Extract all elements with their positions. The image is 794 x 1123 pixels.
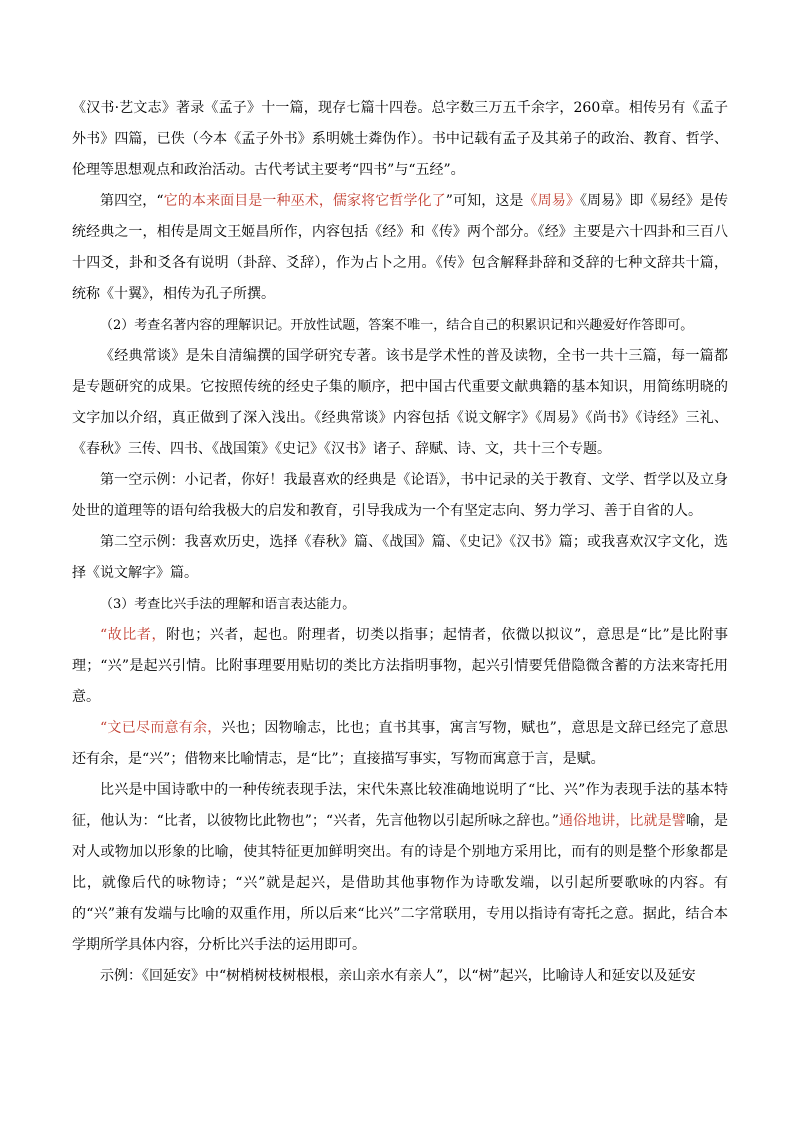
paragraph-text: 第一空示例：小记者，你好！我最喜欢的经典是《论语》，书中记录的关于教育、文学、哲学以及立身处世的道理等的语句给我极大的启发和教育，引导我成为一个有坚定志向、努力学习、善于自省的人。 (72, 472, 728, 519)
paragraph-p3 (72, 310, 728, 341)
paragraph-text: 《周易》即《易经》是传统经典之一，相传是周文王姬昌所作，内容包括《经》和《传》两个部分。《经》主要是六十四卦和三百八十四爻，卦和爻各有说明（卦辞、爻辞），作为占卜之用。《传》包含解释卦辞和爻辞的七种文辞共十篇，统称《十翼》，相传为孔子所撰。 (72, 193, 728, 302)
paragraph-p1 (72, 93, 728, 186)
paragraph-p10 (72, 775, 728, 961)
highlighted-text: “文已尽而意有余， (100, 720, 222, 736)
paragraph-p7 (72, 589, 728, 620)
highlighted-text: 它的本来面目是一种巫术，儒家将它哲学化了 (163, 193, 446, 209)
paragraph-p5 (72, 465, 728, 527)
paragraph-text: 第二空示例：我喜欢历史，选择《春秋》篇、《战国》篇、《史记》《汉书》篇；或我喜欢汉字文化，选择《说文解字》篇。 (72, 534, 728, 581)
paragraph-text: 兴也；因物喻志，比也；直书其事，寓言写物，赋也”，意思是文辞已经完了意思还有余，是“兴”；借物来比喻情志，是“比”；直接描写事实，写物而寓意于言，是赋。 (72, 720, 728, 767)
paragraph-text: 《经典常谈》是朱自清编撰的国学研究专著。该书是学术性的普及读物，全书一共十三篇，每一篇都是专题研究的成果。它按照传统的经史子集的顺序，把中国古代重要文献典籍的基本知识，用简练明晓的文字加以介绍，真正做到了深入浅出。《经典常谈》内容包括《说文解字》《周易》《尚书》《诗经》三礼、《春秋》三传、四书、《战国策》《史记》《汉书》诸子、辞赋、诗、文，共十三个专题。 (72, 348, 728, 457)
highlighted-text: “故比者， (100, 627, 167, 643)
paragraph-text: （3）考查比兴手法的理解和语言表达能力。 (100, 597, 356, 612)
document-body (72, 93, 728, 992)
paragraph-text: ”可知，这是 (445, 193, 524, 209)
paragraph-p6 (72, 527, 728, 589)
paragraph-text: （2）考查名著内容的理解识记。开放性试题，答案不唯一，结合自己的积累识记和兴趣爱好作答即可。 (100, 318, 694, 333)
highlighted-text: 《周易》 (523, 193, 580, 209)
paragraph-text: 《汉书·艺文志》著录《孟子》十一篇，现存七篇十四卷。总字数三万五千余字，260章。相传另有《孟子外书》四篇，已佚（今本《孟子外书》系明姚士粦伪作）。书中记载有孟子及其弟子的政治、教育、哲学、伦理等思想观点和政治活动。古代考试主要考“四书”与“五经”。 (72, 100, 728, 178)
paragraph-text: 比兴是中国诗歌中的一种传统表现手法，宋代朱熹比较准确地说明了“比、兴”作为表现手法的基本特征，他认为：“比者，以彼物比此物也”；“兴者，先言他物以引起所咏之辞也。” (72, 782, 728, 829)
paragraph-text: 第四空，“ (100, 193, 164, 209)
paragraph-text: 附也；兴者，起也。附理者，切类以指事；起情者，依微以拟议”，意思是“比”是比附事理；“兴”是起兴引情。比附事理要用贴切的类比方法指明事物，起兴引情要凭借隐微含蓄的方法来寄托用意。 (72, 627, 728, 705)
paragraph-p8 (72, 620, 728, 713)
paragraph-p11 (72, 961, 728, 992)
paragraph-p2 (72, 186, 728, 310)
paragraph-text: 示例：《回延安》中“树梢树枝树根根，亲山亲水有亲人”，以“树”起兴，比喻诗人和延安以及延安 (100, 968, 696, 984)
paragraph-p4 (72, 341, 728, 465)
highlighted-text: 通俗地讲，比就是譬 (558, 813, 686, 829)
paragraph-p9 (72, 713, 728, 775)
paragraph-text: 喻，是对人或物加以形象的比喻，使其特征更加鲜明突出。有的诗是个别地方采用比，而有的则是整个形象都是比，就像后代的咏物诗；“兴”就是起兴，是借助其他事物作为诗歌发端，以引起所要歌咏的内容。有的“兴”兼有发端与比喻的双重作用，所以后来“比兴”二字常联用，专用以指诗有寄托之意。据此，结合本学期所学具体内容，分析比兴手法的运用即可。 (72, 813, 729, 953)
